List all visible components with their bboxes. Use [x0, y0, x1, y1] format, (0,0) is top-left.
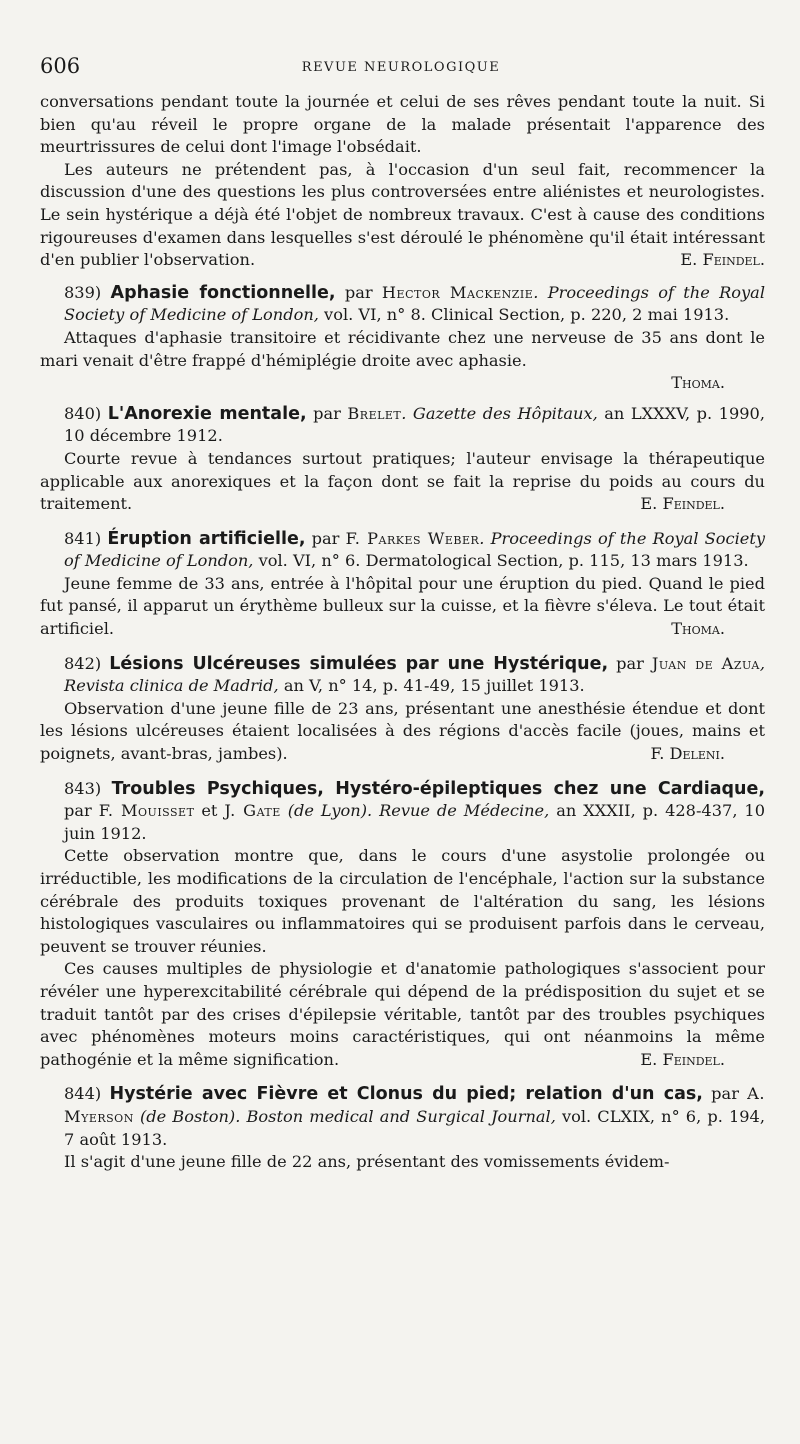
paragraph: [40, 159, 765, 272]
journal-title: REVUE NEUROLOGIQUE: [301, 60, 501, 75]
abstract-839: Attaques d'aphasie transitoire et récidivante chez une nerveuse de 35 ans dont le mari venait d'être frappé d'hémiplégie droite avec aphasie.: [40, 327, 765, 370]
article-heading-844: [40, 1083, 765, 1151]
citation-details: vol. CLXIX, n° 6, p. 194, 7 août 1913.: [64, 1106, 765, 1149]
signature: F. Deleni.: [650, 744, 725, 764]
paragraph-text: Les auteurs ne prétendent pas, à l'occasion d'un seul fait, recommencer la discussion d'une des questions les plus controversées entre aliénistes et neurologistes. Le sein hystérique a déjà été l'objet de nombreux travaux. C'est à cause des conditions rigoureuses d'examen dans lesquelles s'est déroulé le phénomène qu'il était intéressant d'en publier l'observation.: [40, 159, 765, 270]
author: F. Mouisset: [98, 801, 195, 821]
par-text: par: [335, 282, 382, 302]
author: Brelet: [347, 403, 402, 423]
signature: E. Feindel.: [680, 250, 765, 270]
running-header: [40, 54, 762, 84]
article-heading-842: [40, 653, 765, 698]
article-heading-843: [40, 778, 765, 846]
article-heading-839: [40, 282, 765, 327]
abstract-843: Cette observation montre que, dans le cours d'une asystolie prolongée ou irréductible, les modifications de la circulation de l'encéphale, l'action sur la substance cérébrale des produits toxiques provenant de l'altération du sang, les lésions histologiques vasculaires ou inflammatoires qui se produisent parfois dans le cerveau, peuvent se trouver réunies.: [40, 846, 765, 956]
article-title: L'Anorexie mentale,: [107, 403, 307, 424]
par-text: par: [608, 653, 652, 673]
source: (de Boston). Boston medical and Surgical Journal,: [133, 1106, 556, 1126]
par-text: par: [702, 1084, 748, 1104]
author: A. Myerson: [64, 1084, 766, 1126]
abstract-text: Observation d'une jeune fille de 23 ans, présentant une anesthésie étendue et dont les lésions ulcéreuses étaient localisées à des régions d'accès facile (joues, mains et poignets, avant-bras, jambes).: [40, 698, 765, 764]
abstract-text: Courte revue à tendances surtout pratiques; l'auteur envisage la thérapeutique applicable aux anorexiques et la façon dont se fait la reprise du poids au cours du traitement.: [40, 448, 765, 514]
article-number: 843): [64, 778, 102, 798]
signature: Thoma.: [671, 619, 725, 639]
author: J. Gate: [224, 801, 281, 821]
source: . Gazette des Hôpitaux,: [401, 403, 598, 423]
abstract-841: [40, 573, 765, 641]
signature: Thoma.: [671, 373, 725, 393]
et-text: et: [194, 801, 225, 821]
abstract-text: Jeune femme de 33 ans, entrée à l'hôpital pour une éruption du pied. Quand le pied fut pansé, il apparut un érythème bulleux sur la cuisse, et la fièvre s'éleva. Le tout était artificiel.: [40, 573, 765, 639]
article-number: 844): [64, 1084, 102, 1104]
article-number: 839): [64, 282, 102, 302]
article-heading-841: [40, 528, 765, 573]
author: Hector Mackenzie: [381, 282, 534, 302]
citation-details: vol. VI, n° 8. Clinical Section, p. 220, 2 mai 1913.: [318, 305, 730, 325]
article-title: Lésions Ulcéreuses simulées par une Hystérique,: [109, 653, 609, 674]
article-number: 840): [64, 403, 102, 423]
page-body: [40, 91, 765, 1174]
citation-details: an V, n° 14, p. 41-49, 15 juillet 1913.: [278, 676, 585, 696]
par-text: par: [64, 801, 99, 821]
abstract-844: Il s'agit d'une jeune fille de 22 ans, présentant des vomissements évidem-: [64, 1152, 670, 1172]
abstract-840: [40, 448, 765, 516]
abstract-text: Ces causes multiples de physiologie et d'anatomie pathologiques s'associent pour révéler une hyperexcitabilité cérébrale qui dépend de la prédisposition du sujet et se traduit tantôt par des crises d'épilepsie véritable, tantôt par des troubles psychiques avec phénomènes moteurs moins caractéristiques, qui ont néanmoins la même pathogénie et la même signification.: [40, 959, 765, 1069]
source: . Proceedings of the Royal Society of Medicine of London,: [64, 528, 765, 571]
source: . Proceedings of the Royal Society of Medicine of London,: [64, 282, 765, 325]
article-heading-840: [40, 403, 765, 448]
article-title: Hystérie avec Fièvre et Clonus du pied; relation d'un cas,: [109, 1084, 703, 1105]
par-text: par: [305, 528, 346, 548]
article-number: 842): [64, 653, 102, 673]
article-number: 841): [64, 528, 102, 548]
par-text: par: [306, 403, 348, 423]
citation-details: an XXXII, p. 428-437, 10 juin 1912.: [64, 801, 765, 843]
author: F. Parkes Weber: [345, 528, 480, 548]
paragraph: conversations pendant toute la journée et celui de ses rêves pendant toute la nuit. Si bien qu'au réveil le propre organe de la malade présentait l'apparence des meurtrissures de celui dont l'image l'obsédait.: [40, 92, 765, 157]
article-title: Éruption artificielle,: [107, 528, 306, 549]
abstract-842: [40, 698, 765, 766]
abstract-843-cont: [40, 958, 765, 1071]
article-title: Troubles Psychiques, Hystéro-épileptiques chez une Cardiaque,: [111, 778, 765, 799]
signature: E. Feindel.: [640, 494, 725, 514]
citation-details: vol. VI, n° 6. Dermatological Section, p. 115, 13 mars 1913.: [253, 551, 749, 571]
author: Juan de Azua: [651, 653, 760, 673]
article-title: Aphasie fonctionnelle,: [110, 282, 336, 303]
citation-details: an LXXXV, p. 1990, 10 décembre 1912.: [64, 403, 765, 446]
source: , Revista clinica de Madrid,: [64, 653, 766, 696]
page-number: 606: [40, 54, 81, 78]
source: (de Lyon). Revue de Médecine,: [280, 801, 550, 821]
signature: E. Feindel.: [640, 1049, 725, 1069]
